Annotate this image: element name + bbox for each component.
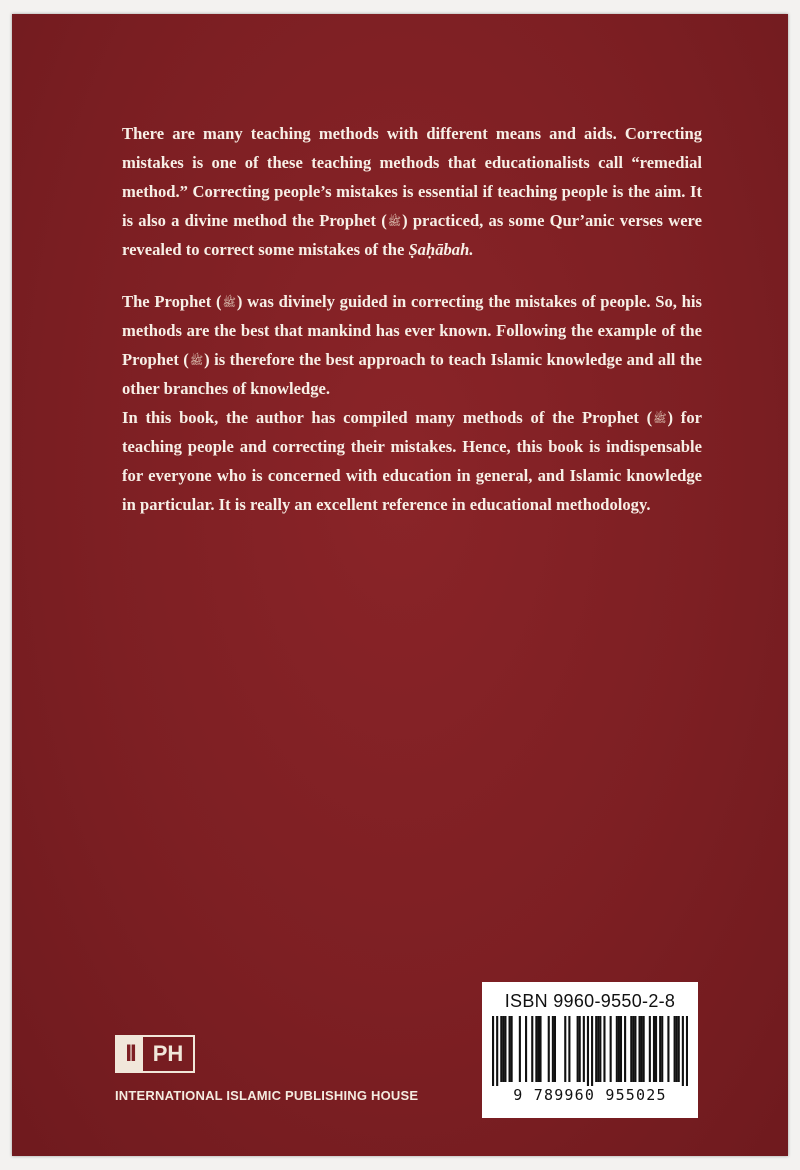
barcode-bar: [667, 1016, 669, 1082]
barcode-bar: [632, 1016, 634, 1082]
barcode: [492, 1016, 688, 1086]
barcode-bar: [649, 1016, 651, 1082]
barcode-bar: [653, 1016, 655, 1082]
logo-mark: II: [117, 1037, 143, 1071]
barcode-bar: [638, 1016, 640, 1082]
barcode-bar: [597, 1016, 599, 1082]
barcode-bar: [511, 1016, 513, 1082]
barcode-bar: [496, 1016, 498, 1086]
barcode-bar: [500, 1016, 502, 1082]
barcode-bar: [531, 1016, 533, 1082]
honorific-icon: ﷺ: [222, 297, 236, 309]
barcode-bar: [509, 1016, 511, 1082]
barcode-bar: [676, 1016, 678, 1082]
book-back-cover: [12, 14, 788, 1156]
honorific-icon: ﷺ: [653, 413, 667, 425]
barcode-bar: [583, 1016, 585, 1082]
barcode-bar: [620, 1016, 622, 1082]
barcode-bar: [618, 1016, 620, 1082]
barcode-bar: [616, 1016, 618, 1082]
barcode-bar: [641, 1016, 643, 1082]
barcode-bar: [502, 1016, 504, 1082]
barcode-bar: [634, 1016, 636, 1082]
barcode-bar: [591, 1016, 593, 1086]
logo-text: PH: [152, 1041, 184, 1066]
barcode-bar: [655, 1016, 657, 1082]
barcode-bar: [552, 1016, 554, 1082]
barcode-bar: [599, 1016, 601, 1082]
barcode-bar: [587, 1016, 589, 1086]
barcode-bar: [535, 1016, 537, 1082]
barcode-bar: [525, 1016, 527, 1082]
barcode-bar: [519, 1016, 521, 1082]
barcode-bar: [661, 1016, 663, 1082]
barcode-bar: [492, 1016, 494, 1086]
isbn-digits: 9 789960 955025: [513, 1086, 667, 1104]
isbn-label: ISBN 9960-9550-2-8: [504, 991, 676, 1011]
barcode-bar: [554, 1016, 556, 1082]
barcode-bar: [568, 1016, 570, 1082]
publisher-name: INTERNATIONAL ISLAMIC PUBLISHING HOUSE: [115, 1088, 419, 1103]
honorific-icon: ﷺ: [189, 355, 204, 367]
barcode-bar: [674, 1016, 676, 1082]
honorific-icon: ﷺ: [387, 216, 402, 228]
blurb-paragraph-1: There are many teaching methods with different means and aids. Correcting mistakes is one of these teaching methods that educationalists call “remedial method.” Correcting people’s mistakes is essential if teaching people is the aim. It is also a divine method the Prophet (ﷺ) practiced, as some Qur’anic verses were revealed to correct some mistakes of the Ṣaḥābah.: [122, 124, 702, 259]
barcode-bar: [630, 1016, 632, 1082]
barcode-bar: [564, 1016, 566, 1082]
barcode-bar: [678, 1016, 680, 1082]
barcode-bar: [659, 1016, 661, 1082]
barcode-bar: [686, 1016, 688, 1086]
blurb-paragraph-2: The Prophet (ﷺ) was divinely guided in correcting the mistakes of people. So, his methods are the best that mankind has ever known. Following the example of the Prophet (ﷺ) is therefore the best approach to teach Islamic knowledge and all the other branches of knowledge.: [122, 292, 702, 398]
blurb-paragraph-3: In this book, the author has compiled many methods of the Prophet (ﷺ) for teaching people and correcting their mistakes. Hence, this book is indispensable for everyone who is concerned with education in general, and Islamic knowledge in particular. It is really an excellent reference in educational methodology.: [122, 408, 702, 514]
barcode-bar: [579, 1016, 581, 1082]
barcode-bar: [548, 1016, 550, 1082]
barcode-bar: [624, 1016, 626, 1082]
barcode-bar: [610, 1016, 612, 1082]
barcode-bar: [577, 1016, 579, 1082]
isbn-barcode-box: [482, 982, 698, 1118]
barcode-bar: [682, 1016, 684, 1086]
barcode-bar: [595, 1016, 597, 1082]
barcode-bar: [643, 1016, 645, 1082]
barcode-bar: [504, 1016, 506, 1082]
barcode-bar: [537, 1016, 539, 1082]
blurb-text: [122, 119, 702, 519]
barcode-bar: [603, 1016, 605, 1082]
publisher-logo: [115, 1035, 195, 1073]
barcode-bar: [539, 1016, 541, 1082]
